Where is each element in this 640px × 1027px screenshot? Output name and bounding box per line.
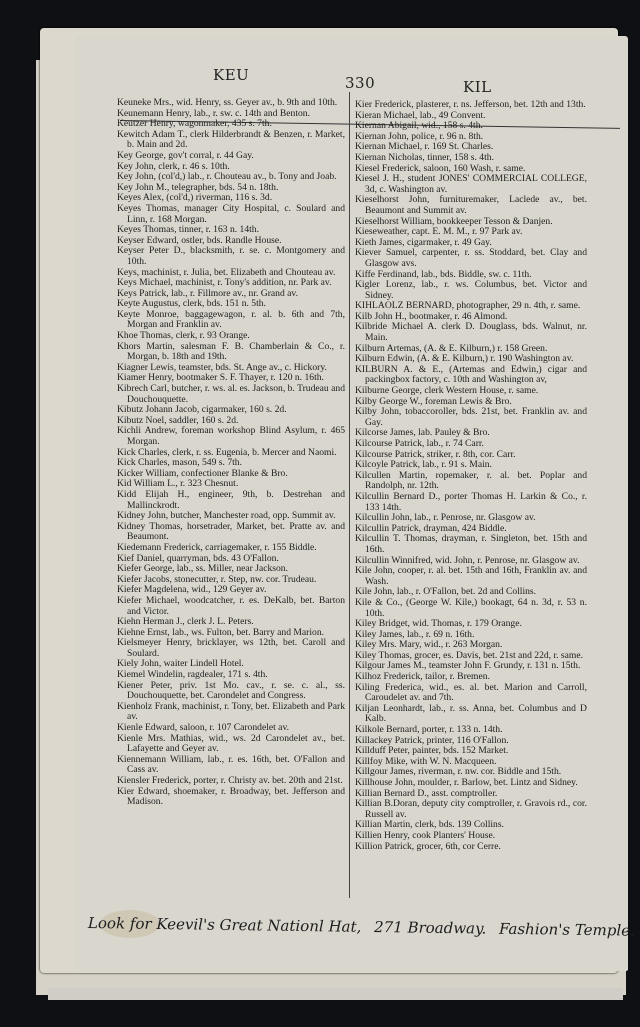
directory-entry: Keyte Monroe, baggagewagon, r. al. b. 6th and 7th, Morgan and Franklin av. (117, 308, 345, 331)
directory-entry: Kidd Elijah H., engineer, 9th, b. Destrehan and Mallinckrodt. (117, 488, 345, 511)
directory-entry: Keyes Thomas, manager City Hospital, c. Soulard and Linn, r. 168 Morgan. (117, 202, 345, 225)
directory-entry: Kibutz Noel, saddler, 160 s. 2d. (117, 414, 239, 426)
directory-entry: Kiljan Leonhardt, lab., r. ss. Anna, bet. Columbus and D Kalb. (355, 702, 587, 725)
directory-entry: Keys Michael, machinist, r. Tony's addition, nr. Park av. (117, 277, 332, 289)
directory-entry: Kilcullen Martin, ropemaker, r. al. bet. Poplar and Randolph, nr. 12th. (355, 469, 587, 492)
directory-entry: Kienholz Frank, machinist, r. Tony, bet. Elizabeth and Park av. (117, 700, 345, 723)
directory-entry: Kieran Michael, lab., 49 Convent. (355, 109, 486, 121)
directory-entry: Kiley Bridget, wid. Thomas, r. 179 Orange. (355, 618, 522, 630)
directory-entry: Kiefer Michael, woodcatcher, r. es. DeKalb, bet. Barton and Victor. (117, 594, 345, 617)
directory-entry: Kid William L., r. 323 Chesnut. (117, 478, 239, 490)
directory-entry: Kiefer Jacobs, stonecutter, r. Step, nw. cor. Trudeau. (117, 573, 317, 585)
directory-entry: KILBURN A. & E., (Artemas and Edwin,) cigar and packingbox factory, c. 10th and Washington av, (355, 363, 587, 386)
directory-entry: Kilcullin John, lab., r. Penrose, nr. Glasgow av. (355, 512, 536, 524)
directory-entry: Kilburne George, clerk Western House, r. same. (355, 385, 539, 397)
header-last-entry: KIL (463, 78, 492, 96)
directory-entry: Keys, machinist, r. Julia, bet. Elizabeth and Chouteau av. (117, 266, 336, 278)
directory-entry: Kiesel Frederick, saloon, 160 Wash, r. same. (355, 162, 526, 174)
directory-entry: Killien Henry, cook Planters' House. (355, 829, 496, 841)
right-column (355, 100, 587, 852)
directory-entry: Key John, (col'd,) lab., r. Chouteau av., b. Tony and Joab. (117, 171, 337, 183)
directory-entry: Kiernan Nicholas, tinner, 158 s. 4th. (355, 151, 494, 163)
directory-entry: Keyes Alex, (col'd,) riverman, 116 s. 3d. (117, 192, 273, 204)
directory-entry: Kilburn Artemas, (A. & E. Kilburn,) r. 158 Green. (355, 342, 548, 354)
directory-entry: Kilcourse Patrick, lab., r. 74 Carr. (355, 438, 484, 449)
directory-entry: Kilbride Michael A. clerk D. Douglass, bds. Walnut, nr. Main. (355, 321, 587, 344)
directory-entry: Kiever Samuel, carpenter, r. ss. Stoddard, bet. Clay and Glasgow avs. (355, 247, 587, 269)
directory-entry: Killian Martin, clerk, bds. 139 Collins. (355, 819, 504, 831)
directory-entry: Killion Patrick, grocer, 6th, cor Cerre. (355, 840, 501, 852)
directory-entry: Kidney John, butcher, Manchester road, opp. Summit av. (117, 510, 336, 522)
directory-entry: Kief Daniel, quarryman, bds. 43 O'Fallon. (117, 552, 279, 564)
directory-entry: Keyes Thomas, tinner, r. 163 n. 14th. (117, 224, 259, 236)
directory-entry: Kilby George W., foreman Lewis & Bro. (355, 395, 512, 407)
directory-entry: Kiemel Windelin, ragdealer, 171 s. 4th. (117, 669, 268, 681)
directory-entry: Kiefer George, lab., ss. Miller, near Jackson. (117, 563, 289, 575)
directory-entry: Kibrech Carl, butcher, r. ws. al. es. Jackson, b. Trudeau and Douchouquette. (117, 383, 345, 405)
directory-entry: Kiagner Lewis, teamster, bds. St. Ange av., c. Hickory. (117, 361, 327, 373)
directory-entry: Kilcullin Bernard D., porter Thomas H. Larkin & Co., r. 133 14th. (355, 490, 587, 513)
directory-entry: Kibutz Johann Jacob, cigarmaker, 160 s. 2d. (117, 404, 287, 416)
directory-entry: Kiernan Abigail, wid., 158 s. 4th. (355, 120, 483, 132)
directory-entry: Kilcorse James, lab. Pauley & Bro. (355, 427, 490, 439)
directory-entry: Kewitch Adam T., clerk Hilderbrandt & Benzen, r. Market, b. Main and 2d. (117, 128, 345, 151)
column-divider (349, 92, 350, 898)
page-number: 330 (345, 74, 376, 92)
directory-entry: Kiehne Ernst, lab., ws. Fulton, bet. Barry and Marion. (117, 626, 325, 638)
directory-entry: Kilcullin Winnifred, wid. John, r. Penrose, nr. Glasgow av. (355, 554, 580, 566)
left-column (117, 98, 345, 808)
directory-entry: Kigler Lorenz, lab., r. ws. Columbus, bet. Victor and Sidney. (355, 279, 587, 301)
page-edge-strip (48, 988, 623, 1000)
directory-entry: Keunemann Henry, lab., r. sw. c. 14th and Benton. (117, 107, 310, 119)
directory-entry: Keyser Peter D., blacksmith, r. se. c. Montgomery and 10th. (117, 245, 345, 267)
directory-entry: Kiedemann Frederick, carriagemaker, r. 155 Biddle. (117, 541, 317, 553)
page-header (75, 36, 628, 96)
directory-entry: Kieselhorst John, furnituremaker, Laclede av., bet. Beaumont and Summit av. (355, 194, 587, 216)
directory-entry: Kilcoyle Patrick, lab., r. 91 s. Main. (355, 459, 492, 471)
directory-entry: Kilhoz Frederick, tailor, r. Bremen. (355, 671, 490, 683)
directory-entry: Kiley Thomas, grocer, es. Davis, bet. 21st and 22d, r. same. (355, 649, 584, 661)
directory-entry: Kier Edward, shoemaker, r. Broadway, bet. Jefferson and Madison. (117, 785, 345, 808)
directory-entry: Kicker William, confectioner Blanke & Bro. (117, 467, 288, 479)
directory-entry: Keyte Augustus, clerk, bds. 151 n. 5th. (117, 298, 266, 310)
directory-entry: Keys Patrick, lab., r. Fillmore av., nr. Grand av. (117, 287, 298, 299)
directory-entry: Kiling Frederica, wid., es. al. bet. Marion and Carroll, Caroudelet av. and 7th. (355, 681, 587, 704)
directory-entry: Killhouse John, moulder, r. Barlow, bet. Lintz and Sidney. (355, 777, 578, 788)
directory-entry: Killian Bernard D., asst. comptroller. (355, 787, 498, 799)
directory-entry: Kick Charles, mason, 549 s. 7th. (117, 457, 242, 469)
directory-entry: Killgour James, riverman, r. nw. cor. Biddle and 15th. (355, 766, 562, 778)
directory-entry: Kieseweather, capt. E. M. M., r. 97 Park av. (355, 226, 523, 238)
directory-entry: Kier Frederick, plasterer, r. ns. Jefferson, bet. 12th and 13th. (355, 99, 586, 110)
directory-entry: Khors Martin, salesman F. B. Chamberlain & Co., r. Morgan, b. 18th and 19th. (117, 340, 345, 363)
directory-entry: Kile John, lab., r. O'Fallon, bet. 2d and Collins. (355, 586, 537, 598)
directory-entry: Kielsmeyer Henry, bricklayer, ws 12th, bet. Caroll and Soulard. (117, 637, 345, 659)
directory-entry: Khoe Thomas, clerk, r. 93 Orange. (117, 330, 250, 342)
directory-entry: KIHLAOLZ BERNARD, photographer, 29 n. 4th, r. same. (355, 300, 581, 312)
directory-entry: Kiley Mrs. Mary, wid., r. 263 Morgan. (355, 639, 503, 651)
directory-entry: Kieth James, cigarmaker, r. 49 Gay. (355, 236, 492, 248)
directory-entry: Kiefer Magdelena, wid., 129 Geyer av. (117, 584, 267, 596)
directory-entry: Keutzer Henry, wagonmaker, 435 s. 7th. (117, 118, 272, 130)
directory-entry: Kienle Edward, saloon, r. 107 Carondelet av. (117, 722, 290, 734)
directory-entry: Kiely John, waiter Lindell Hotel. (117, 658, 244, 670)
directory-entry: Kiesel J. H., student JONES' COMMERCIAL COLLEGE, 3d, c. Washington av. (355, 173, 587, 195)
directory-entry: Killackey Patrick, printer, 116 O'Fallon. (355, 734, 509, 746)
directory-entry: Kiamer Henry, bootmaker S. F. Thayer, r. 120 n. 16th. (117, 372, 324, 384)
directory-entry: Kilby John, tobaccoroller, bds. 21st, bet. Franklin av. and Gay. (355, 406, 587, 428)
directory-entry: Kieselhorst William, bookkeeper Tesson & Danjen. (355, 215, 553, 227)
directory-entry: Kile & Co., (George W. Kile,) bookagt, 64 n. 3d, r. 53 n. 10th. (355, 596, 587, 619)
directory-entry: Kilcullin Patrick, drayman, 424 Biddle. (355, 522, 507, 534)
directory-entry: Kilburn Edwin, (A. & E. Kilburn,) r. 190 Washington av. (355, 353, 574, 365)
directory-entry: Kilkole Bernard, porter, r. 133 n. 14th. (355, 724, 503, 736)
directory-entry: Kick Charles, clerk, r. ss. Eugenia, b. Mercer and Naomi. (117, 446, 337, 458)
ad-text-2: 271 Broadway. (373, 917, 487, 938)
directory-entry: Kienle Mrs. Mathias, wid., ws. 2d Carondelet av., bet. Lafayette and Geyer av. (117, 732, 345, 755)
directory-entry: Key John, clerk, r. 46 s. 10th. (117, 160, 230, 172)
directory-entry: Kilgour James M., teamster John F. Grundy, r. 131 n. 15th. (355, 660, 581, 672)
header-first-entry: KEU (213, 66, 250, 84)
directory-entry: Kiener Peter, priv. 1st Mo. cav., r. se. c. al., ss. Douchouquette, bet. Carondelet and Congress. (117, 679, 345, 702)
ad-text-1: Look for Keevil's Great Nationl Hat, (87, 914, 362, 936)
directory-entry: Kiennemann William, lab., r. es. 16th, bet. O'Fallon and Cass av. (117, 753, 345, 776)
directory-entry: Kiernan John, police, r. 96 n. 8th. (355, 130, 484, 142)
directory-entry: Kile John, cooper, r. al. bet. 15th and 16th, Franklin av. and Wash. (355, 565, 587, 587)
ad-text-3: Fashion's Temple. (498, 919, 635, 940)
directory-entry: Kichli Andrew, foreman workshop Blind Asylum, r. 465 Morgan. (117, 425, 345, 447)
directory-entry: Kiehn Herman J., clerk J. L. Peters. (117, 616, 254, 628)
directory-entry: Kidney Thomas, horsetrader, Market, bet. Pratte av. and Beaumont. (117, 520, 345, 543)
directory-entry: Killian B.Doran, deputy city comptroller, r. Gravois rd., cor. Russell av. (355, 798, 587, 820)
directory-entry: Kilcullin T. Thomas, drayman, r. Singleton, bet. 15th and 16th. (355, 533, 587, 555)
directory-entry: Kilcourse Patrick, striker, r. 8th, cor. Carr. (355, 448, 516, 460)
directory-entry: Kiensler Frederick, porter, r. Christy av. bet. 20th and 21st. (117, 775, 343, 786)
directory-entry: Key John M., telegrapher, bds. 54 n. 18th. (117, 181, 279, 193)
directory-entry: Keyser Edward, ostler, bds. Randle House. (117, 234, 282, 246)
directory-entry: Killduff Peter, painter, bds. 152 Market. (355, 745, 509, 757)
directory-entry: Killfoy Mike, with W. N. Macqueen. (355, 755, 497, 767)
directory-entry: Kiernan Michael, r. 169 St. Charles. (355, 141, 494, 153)
directory-entry: Key George, gov't corral, r. 44 Gay. (117, 149, 254, 161)
directory-entry: Kilb John H., bootmaker, r. 46 Almond. (355, 310, 508, 322)
directory-entry: Keuneke Mrs., wid. Henry, ss. Geyer av., b. 9th and 10th. (117, 97, 338, 108)
directory-entry: Kiley James, lab., r. 69 n. 16th. (355, 628, 475, 640)
directory-entry: Kiffe Ferdinand, lab., bds. Biddle, sw. c. 11th. (355, 268, 532, 280)
